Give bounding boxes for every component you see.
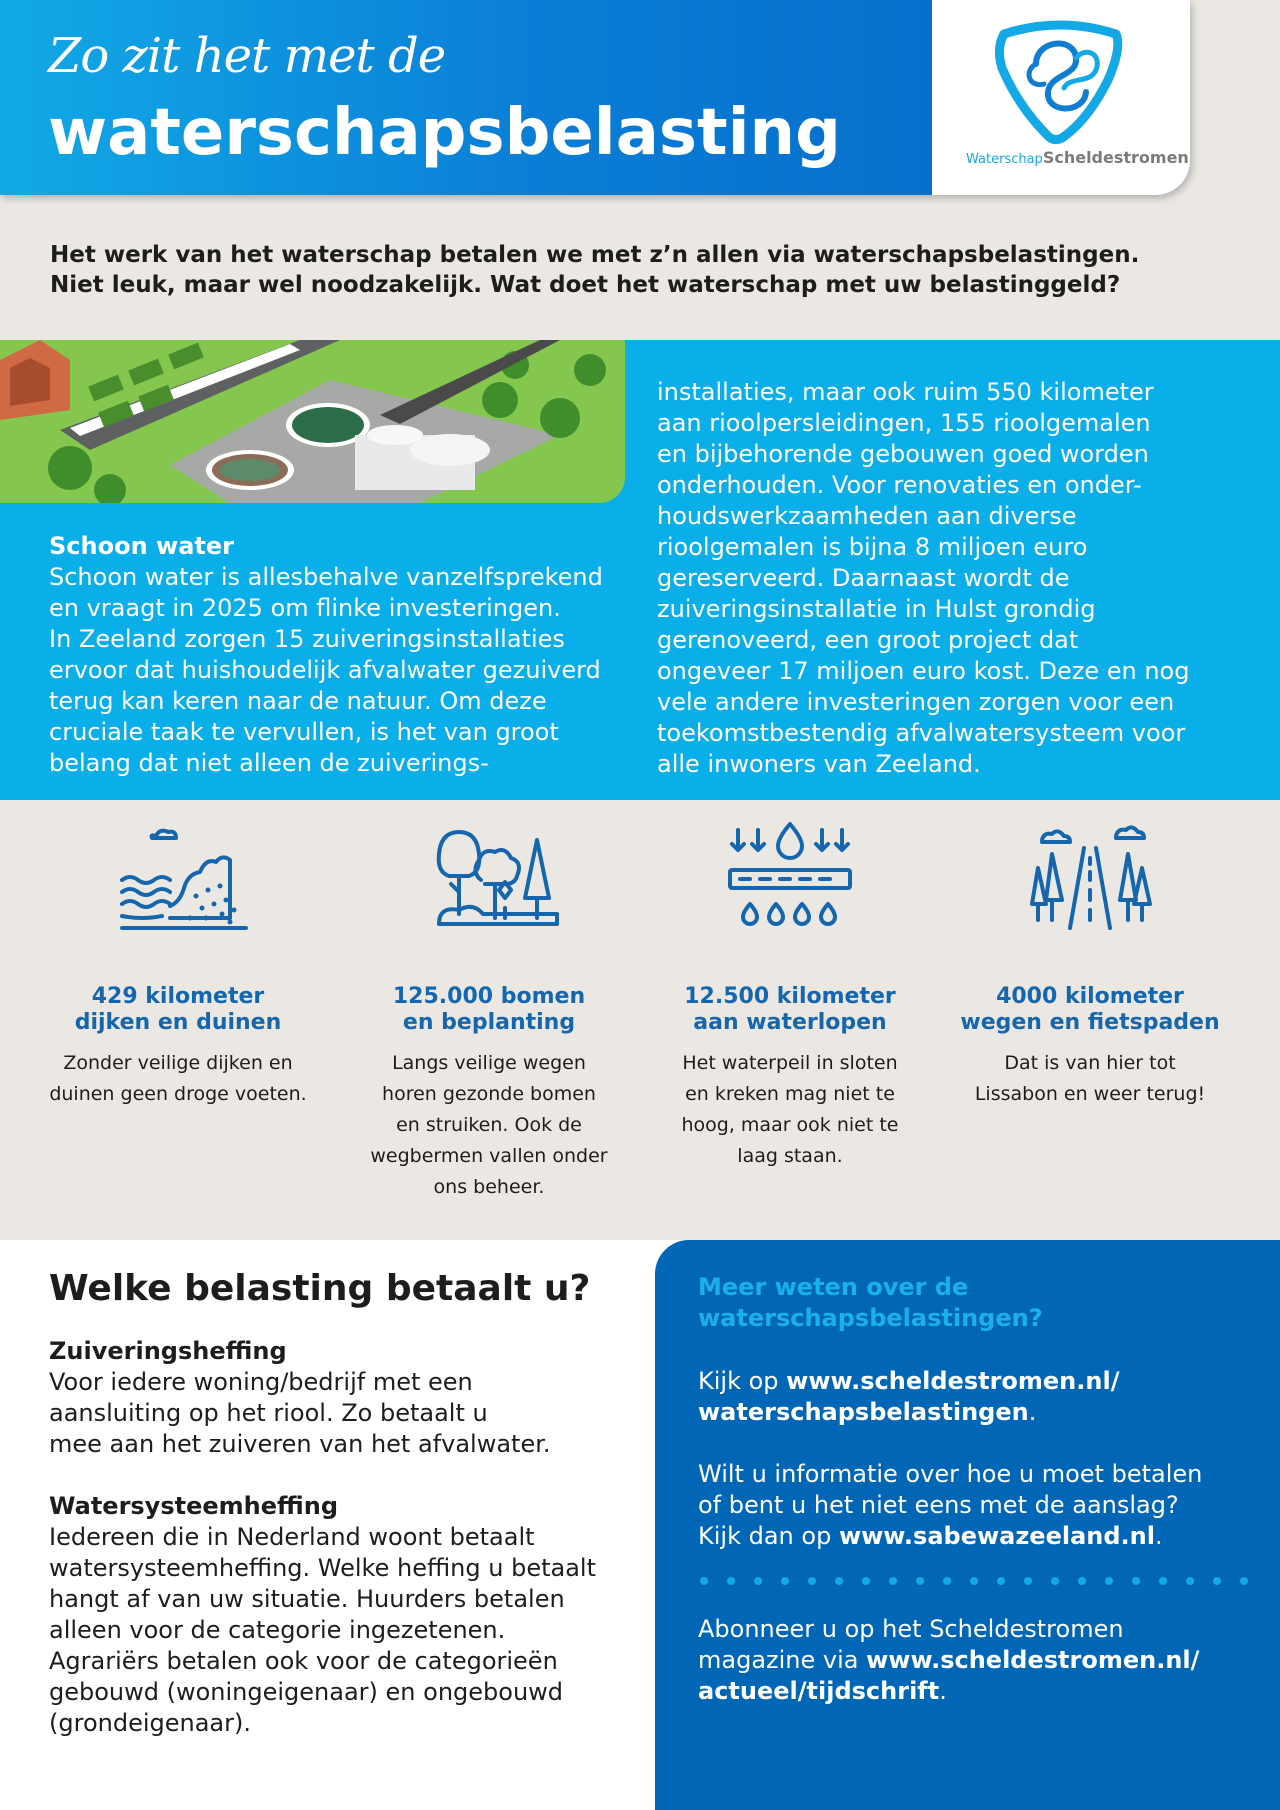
body-line: rioolgemalen is bijna 8 miljoen euro <box>657 533 1088 561</box>
stat-waterways <box>640 820 940 1172</box>
body-line: houdswerkzaamheden aan diverse <box>657 502 1077 530</box>
body-line: alle inwoners van Zeeland. <box>657 750 981 778</box>
waterways-icon <box>720 820 860 940</box>
body-line: cruciale taak te vervullen, is het van groot <box>49 718 559 746</box>
info-box <box>655 1240 1280 1810</box>
schoon-water-right-column <box>657 377 1257 780</box>
body-line: zuiveringsinstallatie in Hulst grondig <box>657 595 1096 623</box>
water-treatment-illustration <box>0 340 625 503</box>
info-paragraph-website: Kijk op www.scheldestromen.nl/ waterschapsbelastingen. <box>698 1367 1120 1426</box>
body-line: Agrariërs betalen ook voor de categorieën <box>49 1647 558 1675</box>
trees-icon <box>419 820 559 940</box>
body-line: Iedereen die in Nederland woont betaalt <box>49 1523 535 1551</box>
body-line: gereserveerd. Daarnaast wordt de <box>657 564 1070 592</box>
body-line: terug kan keren naar de natuur. Om deze <box>49 687 547 715</box>
magazine-link-continued[interactable]: actueel/tijdschrift <box>698 1677 940 1705</box>
intro-line: Niet leuk, maar wel noodzakelijk. Wat doet het waterschap met uw belastinggeld? <box>50 272 1121 298</box>
dotted-divider <box>698 1575 1258 1587</box>
website-link[interactable]: www.scheldestromen.nl/ <box>786 1367 1120 1395</box>
body-line: gebouwd (woningeigenaar) en ongebouwd <box>49 1678 564 1706</box>
stat-dikes <box>28 820 328 1110</box>
logo-text-waterschap: Waterschap <box>966 152 1043 167</box>
info-paragraph-payment: Wilt u informatie over hoe u moet betalen of bent u het niet eens met de aanslag? Kijk dan op www.sabewazeeland.nl. <box>698 1460 1203 1550</box>
magazine-link[interactable]: www.scheldestromen.nl/ <box>866 1646 1200 1674</box>
stat-trees <box>339 820 639 1203</box>
header-kicker: Zo zit het met de <box>48 28 446 84</box>
schoon-water-left-column <box>49 531 619 779</box>
scheldestromen-logo-icon <box>990 18 1130 146</box>
info-paragraph-magazine: Abonneer u op het Scheldestromen magazine via www.scheldestromen.nl/ actueel/tijdschrift. <box>698 1615 1200 1705</box>
body-line: hangt af van uw situatie. Huurders betalen <box>49 1585 565 1613</box>
body-line: gerenoveerd, een groot project dat <box>657 626 1079 654</box>
body-line: installaties, maar ook ruim 550 kilometer <box>657 378 1154 406</box>
body-line: mee aan het zuiveren van het afvalwater. <box>49 1430 551 1458</box>
body-line: In Zeeland zorgen 15 zuiveringsinstallaties <box>49 625 565 653</box>
body-line: aan rioolpersleidingen, 155 rioolgemalen <box>657 409 1151 437</box>
body-line: Voor iedere woning/bedrijf met een <box>49 1368 473 1396</box>
watersysteemheffing-heading: Watersysteemheffing <box>49 1492 339 1520</box>
website-link-continued[interactable]: waterschapsbelastingen <box>698 1398 1029 1426</box>
dike-dunes-icon <box>108 820 248 940</box>
stat-description: Het waterpeil in sloten en kreken mag niet te hoog, maar ook niet te laag staan. <box>681 1052 899 1167</box>
body-line: en bijbehorende gebouwen goed worden <box>657 440 1149 468</box>
body-line: (grondeigenaar). <box>49 1709 251 1737</box>
body-line: Schoon water is allesbehalve vanzelfsprekend <box>49 563 603 591</box>
body-line: alleen voor de categorie ingezetenen. <box>49 1616 506 1644</box>
body-line: aansluiting op het riool. Zo betaalt u <box>49 1399 488 1427</box>
logo[interactable] <box>932 0 1190 195</box>
stat-title: 4000 kilometer wegen en fietspaden <box>960 984 1220 1035</box>
schoon-water-heading: Schoon water <box>49 532 234 560</box>
stat-roads <box>940 820 1240 1110</box>
body-line: onderhouden. Voor renovaties en onder- <box>657 471 1142 499</box>
info-title: Meer weten over de waterschapsbelastingen? <box>698 1273 1043 1332</box>
logo-text-scheldestromen: Scheldestromen <box>1042 148 1189 167</box>
stat-description: Dat is van hier tot Lissabon en weer terug! <box>974 1052 1206 1105</box>
stat-title: 429 kilometer dijken en duinen <box>74 984 282 1035</box>
body-line: watersysteemheffing. Welke heffing u betaalt <box>49 1554 596 1582</box>
intro-line: Het werk van het waterschap betalen we met z’n allen via waterschapsbelastingen. <box>50 242 1140 268</box>
stat-title: 125.000 bomen en beplanting <box>392 984 586 1035</box>
body-line: belang dat niet alleen de zuiverings- <box>49 749 489 777</box>
body-line: ongeveer 17 miljoen euro kost. Deze en nog <box>657 657 1190 685</box>
stat-description: Langs veilige wegen horen gezonde bomen en struiken. Ook de wegbermen vallen onder ons beheer. <box>370 1052 608 1198</box>
stat-description: Zonder veilige dijken en duinen geen droge voeten. <box>49 1052 307 1105</box>
logo-wordmark <box>966 148 1189 167</box>
body-line: vele andere investeringen zorgen voor een <box>657 688 1175 716</box>
zuiveringsheffing-block <box>49 1336 649 1460</box>
body-line: en vraagt in 2025 om flinke investeringen. <box>49 594 561 622</box>
body-line: ervoor dat huishoudelijk afvalwater gezuiverd <box>49 656 601 684</box>
sabewa-link[interactable]: www.sabewazeeland.nl <box>838 1522 1155 1550</box>
body-line: toekomstbestendig afvalwatersysteem voor <box>657 719 1186 747</box>
intro-text <box>50 240 1230 300</box>
road-icon <box>1020 820 1160 940</box>
zuiveringsheffing-heading: Zuiveringsheffing <box>49 1337 287 1365</box>
watersysteemheffing-block <box>49 1491 649 1739</box>
tax-section-title: Welke belasting betaalt u? <box>49 1268 591 1309</box>
stat-title: 12.500 kilometer aan waterlopen <box>684 984 896 1035</box>
page-title: waterschapsbelasting <box>48 96 841 170</box>
